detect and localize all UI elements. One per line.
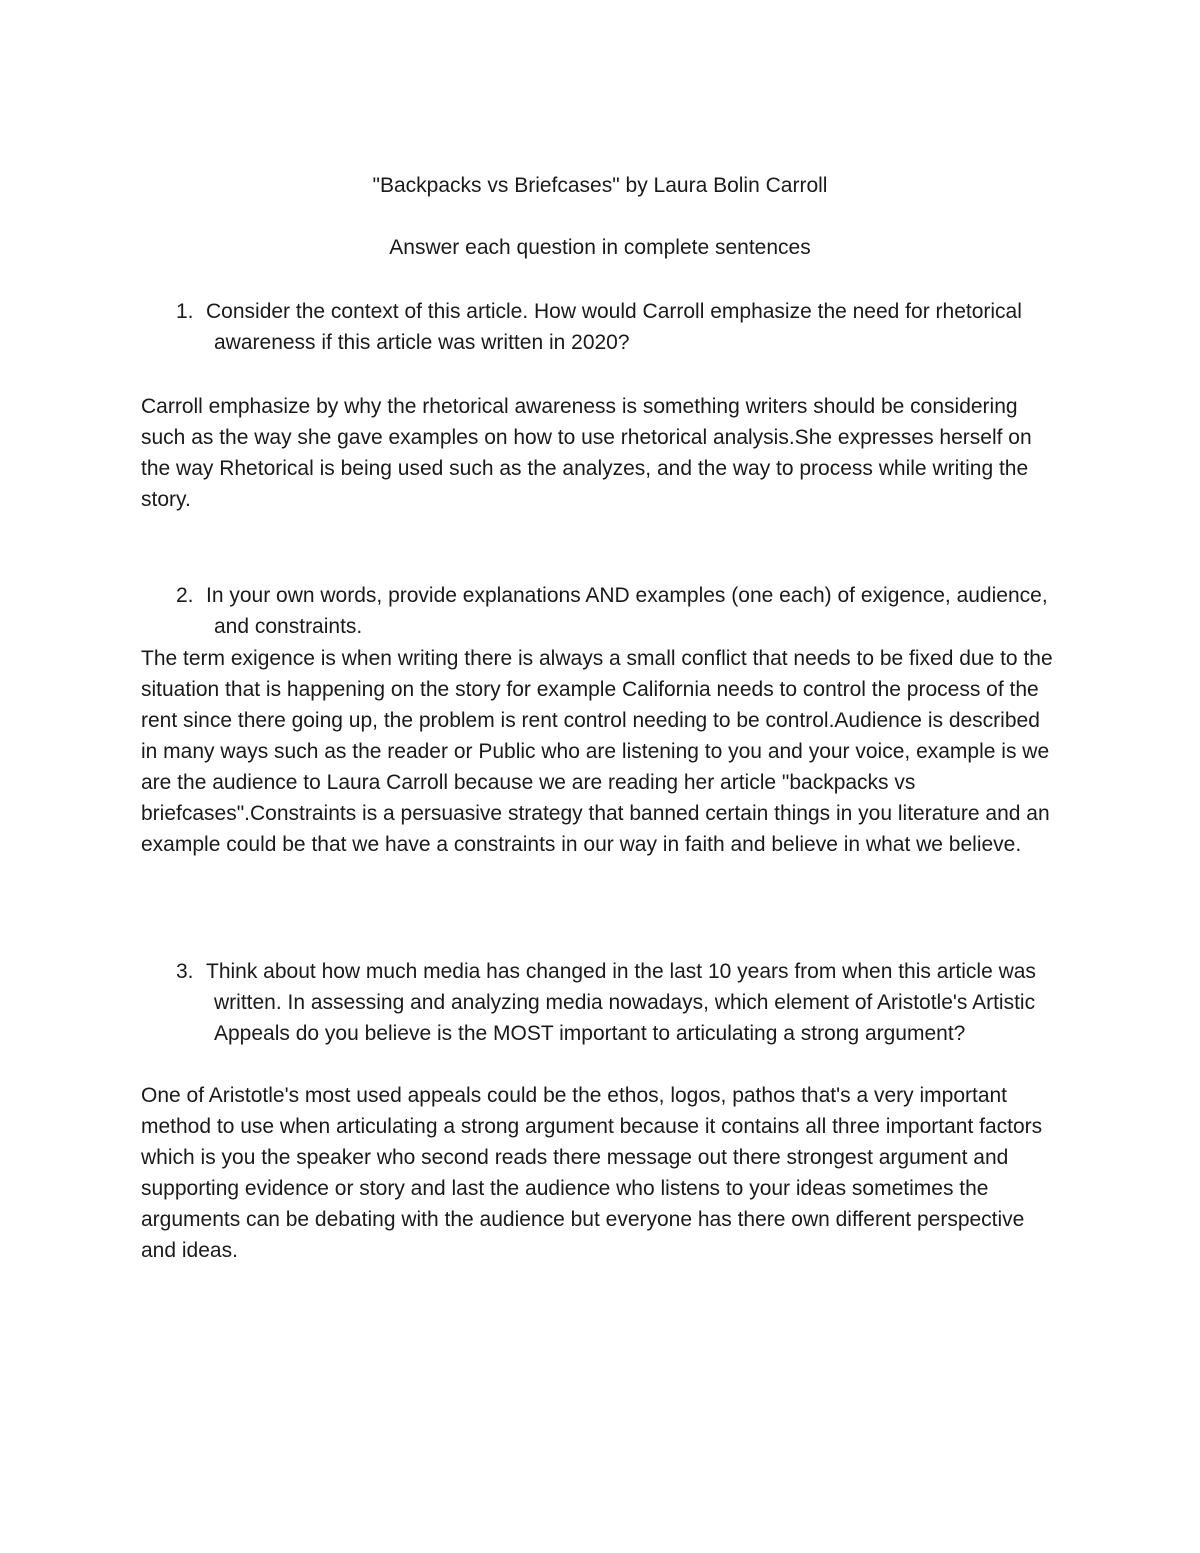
question-3 xyxy=(176,956,1056,1049)
question-text: Think about how much media has changed in the last 10 years from when this article was written. In assessing and analyzing media nowadays, which element of Aristotle's Artistic Appeals do you believe is the MOST important to articulating a strong argument? xyxy=(206,960,1036,1045)
question-number: 1. xyxy=(176,300,194,323)
question-1 xyxy=(176,296,1056,358)
question-text: In your own words, provide explanations AND examples (one each) of exigence, audience, and constraints. xyxy=(206,584,1048,638)
answer-2: The term exigence is when writing there is always a small conflict that needs to be fixed due to the situation that is happening on the story for example California needs to control the process of the rent since there going up, the problem is rent control needing to be control.Audience is described in many ways such as the reader or Public who are listening to you and your voice, example is we are the audience to Laura Carroll because we are reading her article "backpacks vs briefcases".Constraints is a persuasive strategy that banned certain things in you literature and an example could be that we have a constraints in our way in faith and believe in what we believe. xyxy=(141,647,1053,856)
document-title: "Backpacks vs Briefcases" by Laura Bolin Carroll xyxy=(372,174,828,197)
question-text: Consider the context of this article. How would Carroll emphasize the need for rhetorical awareness if this article was written in 2020? xyxy=(206,300,1022,354)
question-number: 3. xyxy=(176,960,194,983)
answer-3: One of Aristotle's most used appeals could be the ethos, logos, pathos that's a very important method to use when articulating a strong argument because it contains all three important factors which is you the speaker who second reads there message out there strongest argument and supporting evidence or story and last the audience who listens to your ideas sometimes the arguments can be debating with the audience but everyone has there own different perspective and ideas. xyxy=(141,1084,1043,1262)
instruction-text: Answer each question in complete sentences xyxy=(389,236,811,259)
question-2 xyxy=(176,580,1056,642)
answer-1: Carroll emphasize by why the rhetorical awareness is something writers should be considering such as the way she gave examples on how to use rhetorical analysis.She expresses herself on the way Rhetorical is being used such as the analyzes, and the way to process while writing the story. xyxy=(141,395,1032,511)
question-number: 2. xyxy=(176,584,194,607)
